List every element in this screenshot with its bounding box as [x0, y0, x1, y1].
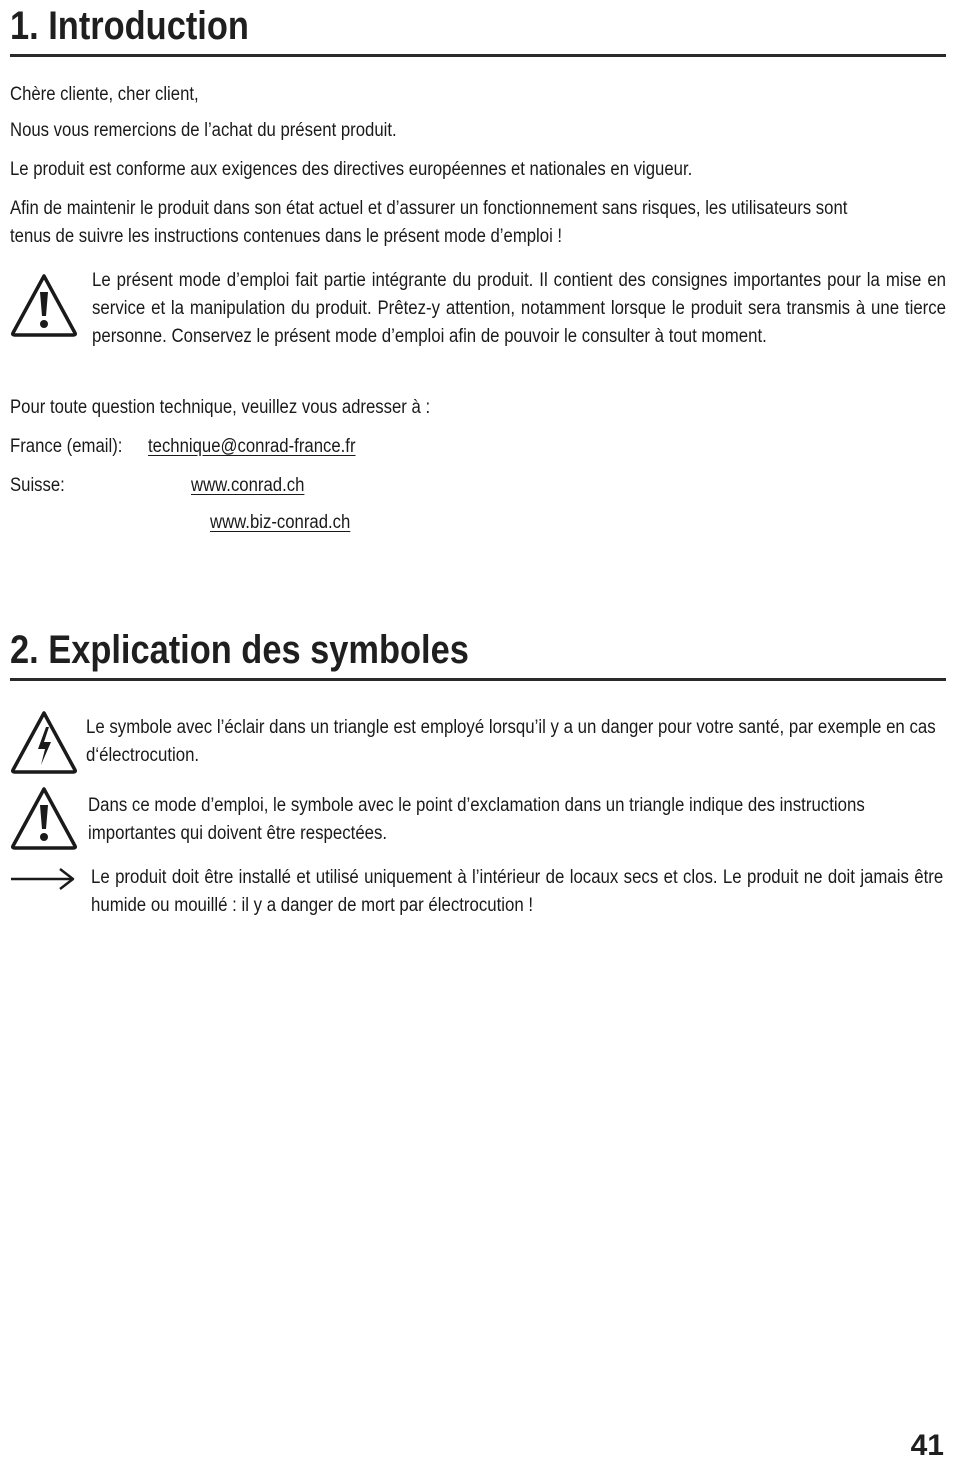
symbol-arrow-block [91, 864, 943, 920]
symbol-lightning-block [86, 714, 946, 770]
symbol-arrow-text: Le produit doit être installé et utilisé uniquement à l’intérieur de locaux secs et clos. Le produit ne doit jamais être humide ou mouillé : il y a danger de mort par électrocution ! [91, 867, 944, 916]
greeting-text: Chère cliente, cher client, [10, 84, 199, 105]
symbol-exclamation-text: Dans ce mode d’emploi, le symbole avec le point d’exclamation dans un triangle indique des instructions importantes qui doivent être respectées. [88, 795, 865, 844]
maintain-text-line-1: Afin de maintenir le produit dans son état actuel et d’assurer un fonctionnement sans risques, les utilisateurs sont [10, 198, 848, 219]
lightning-triangle-icon [10, 709, 78, 780]
contact-intro-text: Pour toute question technique, veuillez vous adresser à : [10, 397, 431, 418]
maintain-text-line-2: tenus de suivre les instructions contenues dans le présent mode d’emploi ! [10, 226, 563, 247]
suisse-link-biz-conrad[interactable]: www.biz-conrad.ch [210, 512, 351, 533]
france-label: France (email): [10, 436, 123, 457]
exclamation-triangle-icon [10, 272, 78, 343]
thanks-text: Nous vous remercions de l’achat du présent produit. [10, 120, 397, 141]
france-email-link[interactable]: technique@conrad-france.fr [148, 436, 356, 457]
section-1-title: 1. Introduction [10, 4, 249, 48]
suisse-link-conrad[interactable]: www.conrad.ch [191, 475, 305, 496]
exclamation-triangle-icon [10, 785, 78, 856]
symbol-exclamation-block [88, 792, 946, 848]
conformity-text: Le produit est conforme aux exigences des directives européennes et nationales en vigueur. [10, 159, 693, 180]
symbol-lightning-text: Le symbole avec l’éclair dans un triangle est employé lorsqu’il y a un danger pour votre santé, par exemple en cas d‘électrocution. [86, 717, 936, 766]
suisse-label: Suisse: [10, 475, 65, 496]
section-2-title: 2. Explication des symboles [10, 628, 469, 672]
warning-text: Le présent mode d’emploi fait partie intégrante du produit. Il contient des consignes importantes pour la mise en service et la manipulation du produit. Prêtez-y attention, notamment lorsque le produit sera transmis à une tierce personne. Conservez le présent mode d’emploi afin de pouvoir le consulter à tout moment. [92, 270, 947, 347]
warning-block [92, 267, 946, 351]
section-1-rule [10, 54, 946, 57]
section-2-rule [10, 678, 946, 681]
page-number: 41 [910, 1429, 944, 1462]
arrow-right-icon [10, 866, 76, 897]
